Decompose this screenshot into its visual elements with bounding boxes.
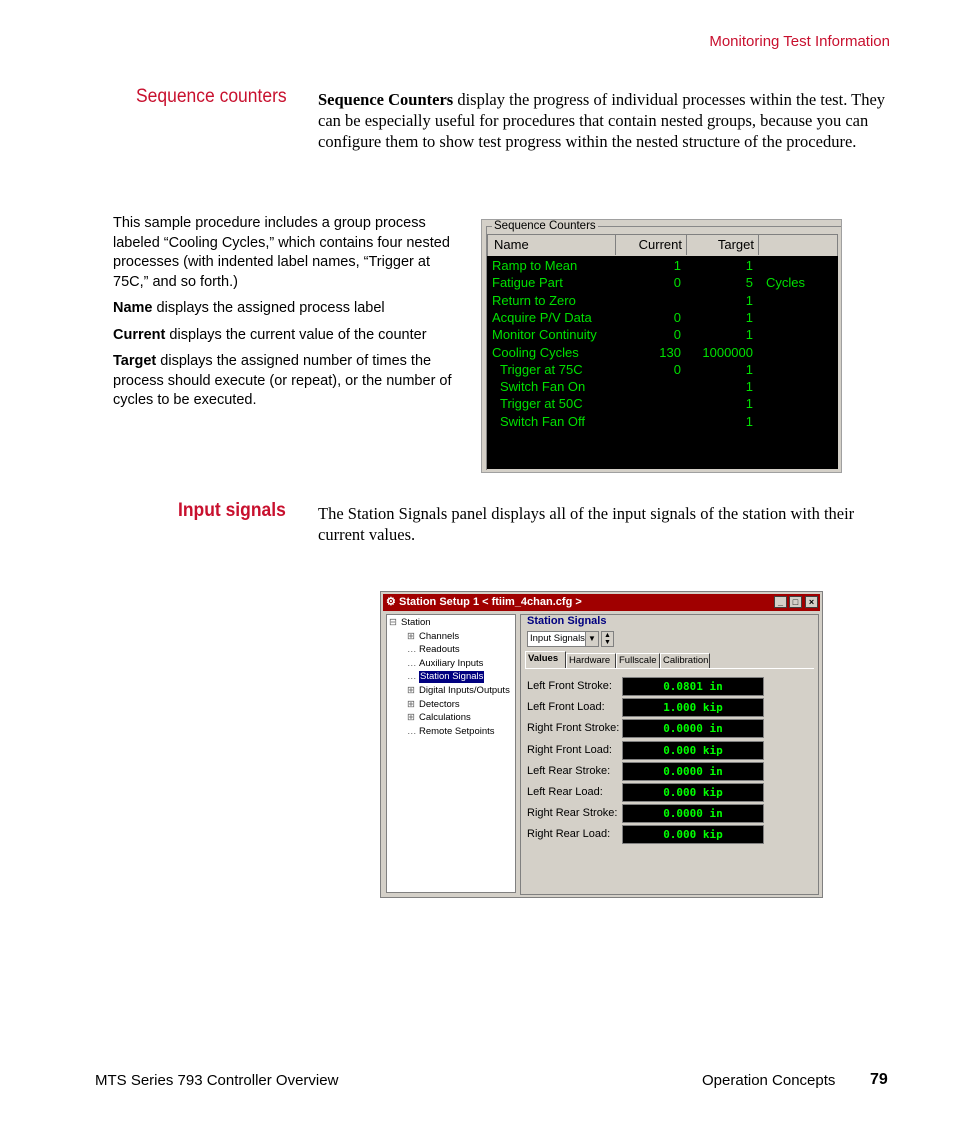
sequence-counters-panel [481, 219, 842, 473]
counter-name: Fatigue Part [492, 275, 563, 291]
counter-row[interactable] [487, 344, 838, 361]
counter-row[interactable] [487, 309, 838, 326]
tree-item-detectors[interactable]: Detectors [419, 698, 460, 710]
tab-fullscale[interactable]: Fullscale [616, 653, 660, 668]
counter-name: Monitor Continuity [492, 327, 597, 343]
station-setup-window [380, 591, 823, 898]
tree-line-icon: … [407, 725, 417, 737]
tree-item-calculations[interactable]: Calculations [419, 712, 471, 724]
def-target: displays the assigned number of times the process should execute (or repeat), or the number of cycles to be executed. [113, 353, 452, 408]
counters-list [487, 256, 838, 469]
expand-icon[interactable]: ⊞ [407, 712, 415, 724]
sidebar-target-def [113, 352, 458, 411]
counter-target: 1 [745, 413, 753, 429]
window-title: Station Setup 1 < ftiim_4chan.cfg > [399, 596, 582, 608]
counter-row[interactable] [487, 326, 838, 343]
signal-label: Right Rear Load: [527, 828, 611, 841]
counter-current: 0 [673, 275, 681, 291]
signal-label: Left Rear Stroke: [527, 764, 611, 777]
counter-target: 1 [745, 258, 753, 273]
tree-item-station[interactable]: Station [401, 617, 431, 628]
signal-value-readout: 0.000 kip [622, 741, 764, 760]
counter-target: 1 [745, 379, 753, 395]
sidebar-current-def [113, 326, 458, 346]
tree-item-readouts[interactable]: Readouts [419, 644, 460, 656]
counter-unit: Cycles [766, 275, 806, 291]
para-text: display the progress of individual processes within the test. They can be especially useful for procedures that contain nested groups, because you can configure them to show test progress within the nested structure of the procedure. [318, 90, 886, 151]
station-signals-panel [520, 614, 819, 895]
expand-icon[interactable]: ⊞ [407, 630, 415, 642]
counter-name: Switch Fan On [500, 379, 586, 395]
signal-label: Left Front Load: [527, 701, 605, 714]
counter-target: 1 [745, 327, 753, 343]
signal-value-readout: 0.000 kip [622, 783, 764, 802]
expand-icon[interactable]: ⊞ [407, 685, 415, 696]
signal-label: Right Rear Stroke: [527, 807, 618, 820]
column-header-current[interactable]: Current [616, 235, 687, 255]
dropdown-value: Input Signals [530, 633, 585, 644]
counter-target: 5 [745, 275, 753, 291]
tree-item-channels[interactable]: Channels [419, 630, 460, 642]
expand-icon[interactable]: ⊞ [407, 698, 415, 710]
column-header-name[interactable]: Name [488, 235, 616, 255]
sequence-counters-paragraph [318, 89, 893, 152]
expand-icon[interactable]: ⊟ [389, 617, 397, 628]
close-icon[interactable]: × [805, 596, 818, 608]
def-current: displays the current value of the counter [165, 326, 427, 343]
counter-row[interactable] [487, 361, 838, 378]
counter-target: 1 [745, 292, 753, 308]
counter-name: Ramp to Mean [492, 258, 578, 273]
counter-current: 0 [673, 309, 681, 325]
tab-divider [525, 668, 814, 669]
running-head: Monitoring Test Information [709, 33, 890, 50]
signal-type-dropdown[interactable] [527, 631, 599, 647]
panel-title: Station Signals [527, 615, 607, 627]
term-current: Current [113, 326, 166, 343]
counter-current: 1 [673, 258, 681, 273]
counter-name: Cooling Cycles [492, 344, 579, 360]
station-tree [386, 614, 516, 893]
input-signals-paragraph: The Station Signals panel displays all of the input signals of the station with their current values. [318, 504, 855, 544]
counter-target: 1 [745, 396, 753, 412]
tree-line-icon: … [407, 657, 417, 669]
counter-row[interactable] [487, 292, 838, 309]
counter-name: Switch Fan Off [500, 413, 586, 429]
counter-target: 1000000 [702, 344, 753, 360]
counter-current: 0 [673, 361, 681, 377]
tab-calibration[interactable]: Calibration [660, 653, 710, 668]
tree-item-auxiliary-inputs[interactable]: Auxiliary Inputs [419, 657, 484, 669]
counter-name: Acquire P/V Data [492, 309, 592, 325]
signal-label: Left Front Stroke: [527, 680, 612, 692]
counter-name: Trigger at 50C [500, 396, 583, 412]
tree-line-icon: … [407, 644, 417, 656]
sidebar-notes [113, 214, 458, 418]
def-name: displays the assigned process label [152, 300, 385, 316]
signal-value-readout: 1.000 kip [622, 698, 764, 717]
tree-line-icon: … [407, 671, 417, 683]
app-icon: ⚙ [386, 596, 396, 608]
page-number: 79 [870, 1071, 888, 1088]
counter-current: 0 [673, 327, 681, 343]
tree-item-remote-setpoints[interactable]: Remote Setpoints [419, 725, 495, 737]
counter-row[interactable] [487, 378, 838, 395]
para-bold-term: Sequence Counters [318, 90, 454, 109]
footer-chapter: Operation Concepts [702, 1072, 836, 1089]
counter-row[interactable] [487, 413, 838, 430]
tree-item-station-signals[interactable]: Station Signals [420, 671, 484, 683]
signal-value-readout: 0.0801 in [622, 677, 764, 696]
section-heading-input-signals: Input signals [178, 500, 286, 521]
panel-legend: Sequence Counters [494, 220, 596, 232]
signal-label: Left Rear Load: [527, 786, 603, 798]
counter-target: 1 [745, 309, 753, 325]
counter-row[interactable] [487, 395, 838, 412]
minimize-icon[interactable]: _ [774, 596, 787, 608]
chevron-down-icon[interactable]: ▼ [585, 632, 598, 646]
signal-value-readout: 0.0000 in [622, 804, 764, 823]
counter-current: 130 [659, 344, 681, 360]
signal-value-readout: 0.0000 in [622, 762, 764, 781]
signal-label: Right Front Load: [527, 743, 612, 756]
term-target: Target [113, 353, 157, 369]
spinner-icon[interactable]: ▲ ▼ [601, 631, 614, 647]
signal-value-readout: 0.000 kip [622, 825, 764, 844]
tree-item-digital-inputs-outputs[interactable]: Digital Inputs/Outputs [419, 685, 510, 696]
sidebar-intro: This sample procedure includes a group process labeled “Cooling Cycles,” which contains four nested processes (with indented label names, “Trigger at 75C,” and so forth.) [113, 215, 450, 290]
signal-value-readout: 0.0000 in [622, 719, 764, 738]
tab-values[interactable]: Values [525, 651, 566, 668]
footer-title: MTS Series 793 Controller Overview [95, 1072, 339, 1089]
counter-name: Trigger at 75C [500, 361, 583, 377]
counter-target: 1 [745, 361, 753, 377]
section-heading-sequence-counters: Sequence counters [136, 86, 287, 107]
counter-name: Return to Zero [492, 292, 576, 308]
table-header [487, 234, 838, 256]
column-header-target[interactable]: Target [687, 235, 759, 255]
maximize-icon[interactable]: □ [789, 596, 802, 608]
counter-row[interactable] [487, 257, 838, 274]
window-titlebar[interactable] [383, 594, 820, 611]
term-name: Name [113, 300, 153, 316]
counter-row[interactable] [487, 274, 838, 291]
tab-hardware[interactable]: Hardware [566, 653, 616, 668]
signal-label: Right Front Stroke: [527, 722, 620, 735]
sidebar-name-def [113, 299, 458, 319]
